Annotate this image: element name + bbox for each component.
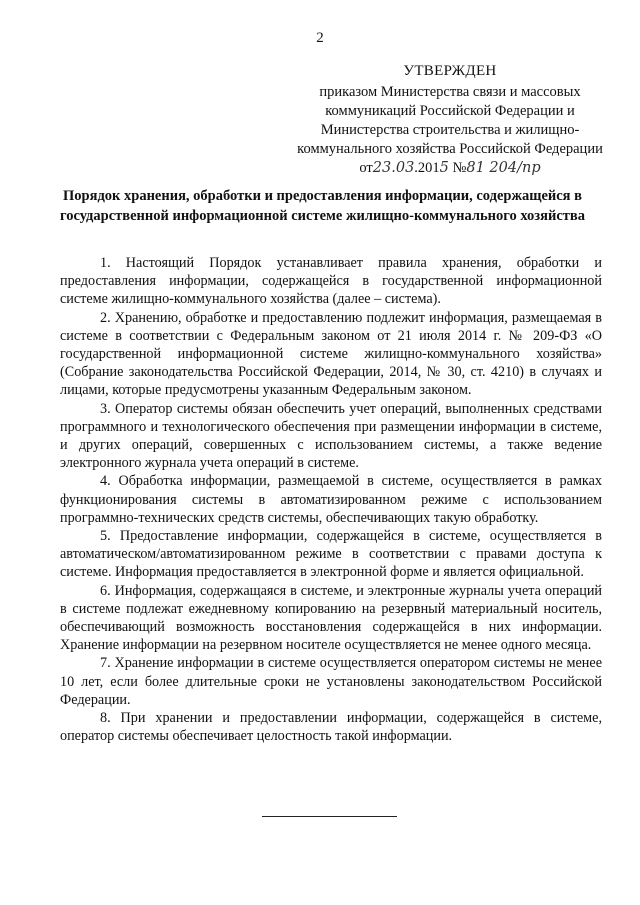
paragraph: 7. Хранение информации в системе осуществляется оператором системы не менее 10 лет, если более длительные сроки не установлены законодательством Российской Федерации. [60,655,602,708]
paragraph: 3. Оператор системы обязан обеспечить учет операций, выполненных средствами программного и технологического обеспечения при размещении информации в системе, и других операций, совершенных с использованием системы, а также ведение электронного журнала учета операций в системе. [60,400,602,472]
paragraph: 2. Хранению, обработке и предоставлению подлежит информация, размещаемая в системе в соответствии с Федеральным законом от 21 июля 2014 г. № 209-ФЗ «О государственной информационной системе жилищно-коммунального хозяйства» (Собрание законодательства Российской Федерации, 2014, № 30, ст. 4210) в случаях и лицами, которые предусмотрены указанным Федеральным законом. [60,309,602,399]
approval-heading: УТВЕРЖДЕН [403,63,497,79]
approval-block [290,62,610,178]
approval-date-line [290,159,610,178]
date-year-prefix: .201 [414,160,440,176]
document-title: Порядок хранения, обработки и предоставления информации, содержащейся в государственной информационной системе жилищно-коммунального хозяйства [60,188,585,224]
approval-line: приказом Министерства связи и массовых [319,84,581,100]
document-body [60,254,602,745]
paragraph: 1. Настоящий Порядок устанавливает правила хранения, обработки и предоставления информации, содержащейся в государственной информационной системе жилищно-коммунального хозяйства (далее – система). [60,255,602,308]
paragraph: 4. Обработка информации, размещаемой в системе, осуществляется в рамках функционирования системы в автоматизированном режиме с использованием программно-технических средств системы, обеспечивающих такую обработку. [60,473,602,526]
approval-line: коммунального хозяйства Российской Федерации [297,141,603,157]
end-separator-line [262,816,397,817]
date-year-digit-handwritten: 5 [439,160,449,176]
date-day-handwritten: 23. [372,160,396,176]
paragraph: 5. Предоставление информации, содержащейся в системе, осуществляется в автоматическом/автоматизированном режиме в соответствии с правами доступа к системе. Информация предоставляется в электронной форме и является официальной. [60,528,602,581]
paragraph: 6. Информация, содержащаяся в системе, и электронные журналы учета операций в системе подлежат ежедневному копированию на резервный материальный носитель, обеспечивающий возможность восстановления содержащейся в них информации. Хранение информации на резервном носителе осуществляется не менее одного месяца. [60,582,602,654]
date-prefix: от [359,160,373,176]
paragraph: 8. При хранении и предоставлении информации, содержащейся в системе, оператор системы обеспечивает целостность такой информации. [60,710,602,745]
date-month-handwritten: 03 [395,160,415,176]
number-handwritten: 81 204/пр [466,160,541,176]
approval-line: коммуникаций Российской Федерации и [325,103,575,119]
approval-line: Министерства строительства и жилищно- [320,122,580,138]
number-prefix: № [452,160,467,176]
page-number: 2 [316,30,324,46]
